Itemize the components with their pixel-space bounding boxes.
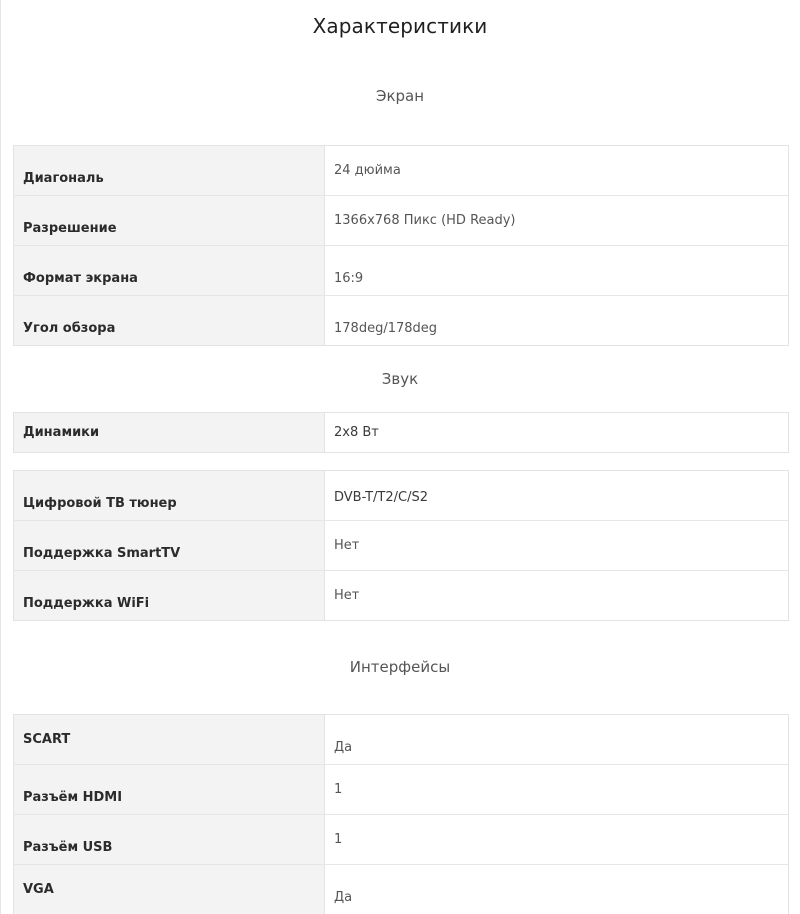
spec-label: Поддержка WiFi xyxy=(14,571,325,621)
spec-value: 1366x768 Пикс (HD Ready) xyxy=(325,196,789,246)
spec-value: 178deg/178deg xyxy=(325,296,789,346)
spec-label: Динамики xyxy=(14,413,325,453)
spec-label: Формат экрана xyxy=(14,246,325,296)
spec-label: Угол обзора xyxy=(14,296,325,346)
spec-label: Разрешение xyxy=(14,196,325,246)
table-row xyxy=(14,865,789,914)
section-title-sound: Звук xyxy=(381,370,419,388)
section-title-interfaces: Интерфейсы xyxy=(349,658,451,676)
spec-value: Да xyxy=(325,715,789,765)
spec-value: 16:9 xyxy=(325,246,789,296)
spec-label: Диагональ xyxy=(14,146,325,196)
table-row xyxy=(14,296,789,346)
table-row xyxy=(14,521,789,571)
spec-label: VGA xyxy=(14,865,325,914)
spec-label: Цифровой ТВ тюнер xyxy=(14,471,325,521)
table-row xyxy=(14,246,789,296)
table-row xyxy=(14,715,789,765)
table-row xyxy=(14,815,789,865)
spec-value: 1 xyxy=(325,765,789,815)
spec-table-screen xyxy=(13,145,789,346)
spec-value: 1 xyxy=(325,815,789,865)
spec-value: Нет xyxy=(325,571,789,621)
table-row xyxy=(14,196,789,246)
spec-label: Разъём USB xyxy=(14,815,325,865)
table-row xyxy=(14,471,789,521)
table-row xyxy=(14,413,789,453)
table-row xyxy=(14,146,789,196)
table-row xyxy=(14,765,789,815)
spec-value: 2x8 Вт xyxy=(325,413,789,453)
table-row xyxy=(14,571,789,621)
spec-table-features xyxy=(13,470,789,621)
section-title-screen: Экран xyxy=(375,87,425,105)
spec-value: 24 дюйма xyxy=(325,146,789,196)
left-border xyxy=(0,0,1,914)
spec-label: SCART xyxy=(14,715,325,765)
spec-value: DVB-T/T2/C/S2 xyxy=(325,471,789,521)
spec-value: Нет xyxy=(325,521,789,571)
spec-table-interfaces xyxy=(13,714,789,914)
spec-label: Разъём HDMI xyxy=(14,765,325,815)
page-title: Характеристики xyxy=(312,14,488,38)
spec-value: Да xyxy=(325,865,789,914)
spec-table-sound xyxy=(13,412,789,453)
spec-label: Поддержка SmartTV xyxy=(14,521,325,571)
